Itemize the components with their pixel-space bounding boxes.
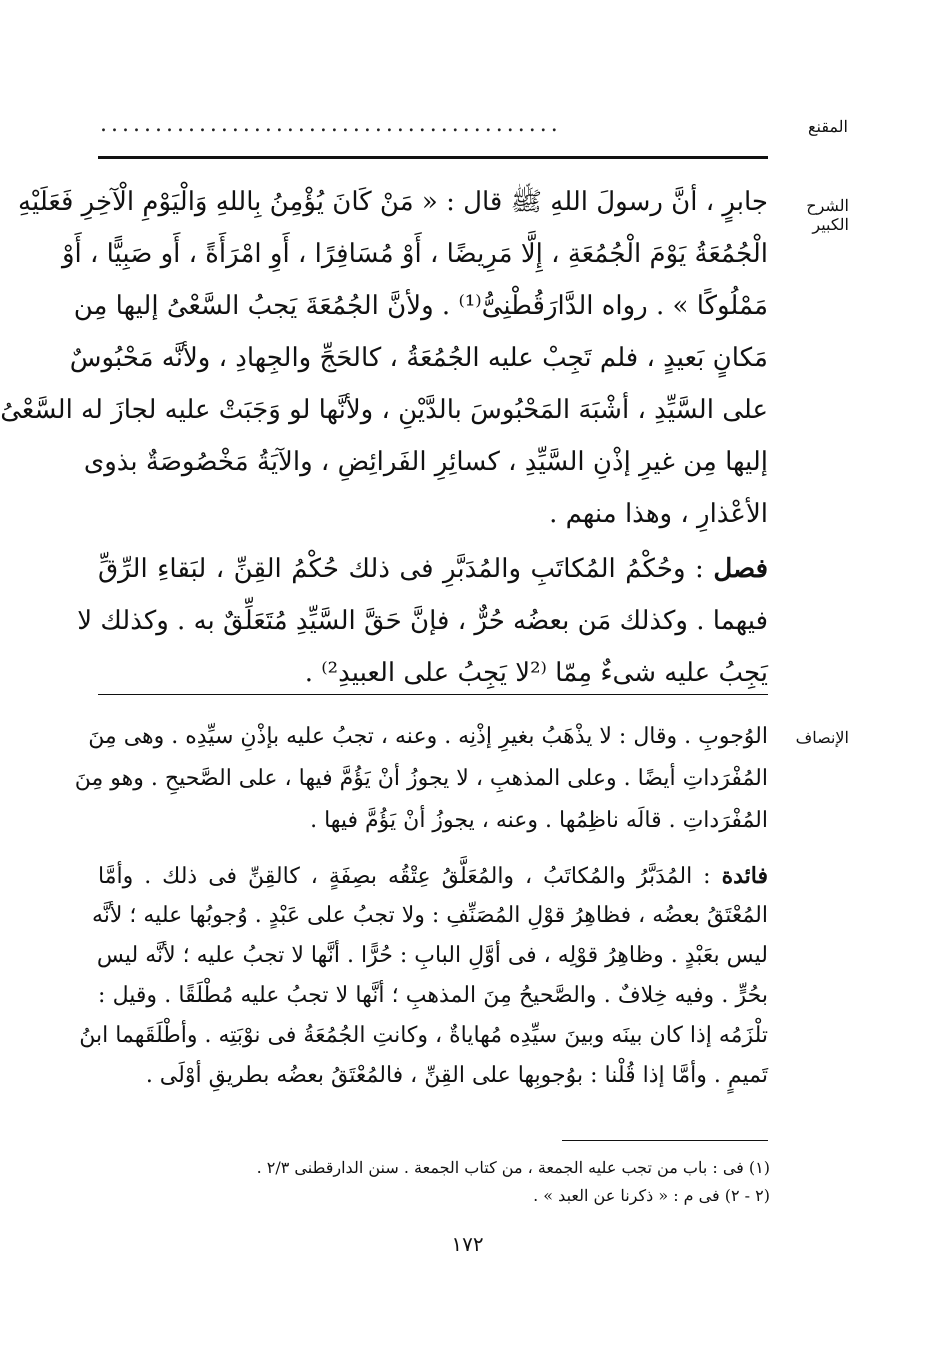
page-number: ١٧٢ [451,1232,484,1256]
faida-keyword: فائدة [721,863,768,889]
footnote-rule [562,1140,768,1141]
text-line: جابرٍ ، أنَّ رسولَ اللهِ ﷺ قال : « مَنْ كَانَ يُؤْمِنُ بِاللهِ وَالْيَوْمِ الْآخِرِ فَعَلَيْهِ [18,187,768,217]
section-divider [98,694,768,695]
text-line: بحُرٍّ . وفيه خِلافٌ . والصَّحيحُ مِنَ المذهبِ ؛ أنَّها لا تجبُ عليه مُطْلَقًا . وقيل : [98,983,768,1008]
text-line: ليس بعَبْدٍ . وظاهِرُ قوْلِه ، فى أوَّلِ البابِ : حُرًّا . أنَّها لا تجبُ عليه ؛ لأنَّه ليس [96,943,768,968]
text-line: على السَّيِّدِ ، أشْبَهَ المَحْبُوسَ بالدَّيْنِ ، ولأنَّها لو وَجَبَتْ عليه لجازَ له السَّعْىُ [0,395,768,425]
faida-text: : المُدَبَّرُ والمُكاتَبُ ، والمُعَلَّقُ عِتْقُه بصِفَةٍ ، كالقِنِّ فى ذلك . وأمَّا [98,864,711,889]
sharh-text [0,176,768,540]
insaf-text [74,716,768,842]
header-rule [98,156,768,159]
text-line: إليها مِن غيرِ إذْنِ السَّيِّدِ ، كسائِرِ الفَرائِضِ ، والآيَةُ مَخْصُوصَةٌ بذوى [83,447,768,477]
text-line: الْجُمُعَةُ يَوْمَ الْجُمُعَةِ ، إِلَّا مَرِيضًا ، أَوْ مُسَافِرًا ، أَوِ امْرَأَةً ، أَو صَبِيًّا ، أَوْ [61,239,768,269]
text-line: المُعْتَقُ بعضُه ، فظاهِرُ قوْلِ المُصَنِّفِ : ولا تجبُ على عَبْدٍ . وُجوبُها عليه ؛ لأنَّه [91,903,768,928]
text-line: الأعْذارِ ، وهذا منهم . [549,499,768,529]
text-line: تَميمٍ . وأمَّا إذا قُلْنا : بوُجوبِها على القِنِّ ، فالمُعْتَقُ بعضُه بطريقِ أوْلَى . [145,1063,768,1088]
text-line: تلْزَمُه إذا كان بينَه وبينَ سيِّدِه مُهاياةٌ ، وكانتِ الجُمُعَةُ فى نوْبَتِه . وأطْلَقَهما ابنُ [79,1023,768,1048]
text-line: مَمْلُوكًا » . رواه الدَّارَقُطْنِىُّ⁽¹⁾ . ولأنَّ الجُمُعَةَ يَجبُ السَّعْىُ إليها مِن [73,291,768,321]
text-line: مَكانٍ بَعيدٍ ، فلم تَجِبْ عليه الجُمُعَةُ ، كالحَجِّ والجِهادِ ، ولأنَّه مَحْبُوسٌ [69,343,768,373]
fasl-text: : وحُكْمُ المُكاتَبِ والمُدَبَّرِ فى ذلك حُكْمُ القِنِّ ، لبَقاءِ الرِّقِّ [98,554,704,584]
footnote-2: (٢ - ٢) فى م : « ذكرنا عن العبد » . [533,1186,770,1205]
book-title: المقنع [807,117,848,136]
footnote-1: (١) فى : باب من تجب عليه الجمعة ، من كتاب الجمعة . سنن الدارقطنى ٢/٣ . [256,1158,770,1177]
header-dot-leader: .......................................... [100,112,562,137]
text-line: فيهما . وكذلك مَن بعضُه حُرٌّ ، فإنَّ حَقَّ السَّيِّدِ مُتَعَلِّقٌ به . وكذلك لا [77,606,768,636]
insaf-side-label: الإنصاف [795,728,849,747]
fasl-keyword: فصل [713,554,768,584]
text-line [98,856,768,896]
text-line: الوُجوبِ . وقال : لا يذْهَبُ بغيرِ إذْنِه . وعنه ، تجبُ عليه بإذْنِ سيِّدِه . وهى مِنَ [88,724,768,749]
sharh-side-label: الشرح الكبير [806,196,849,234]
text-line [98,543,768,595]
faida-section [79,856,768,1096]
text-line: المُفْرَداتِ . قالَه ناظِمُها . وعنه ، يجوزُ أنْ يَؤُمَّ فيها . [310,808,768,833]
text-line: المُفْرَداتِ أيضًا . وعلى المذهبِ ، لا يجوزُ أنْ يَؤُمَّ فيها ، على الصَّحيحِ . وهو مِنَ [74,766,768,791]
fasl-section [77,543,768,699]
text-line: يَجِبُ عليه شىءٌ مِمّا ⁽²لا يَجِبُ على العبيدِ²⁾ . [304,658,768,688]
